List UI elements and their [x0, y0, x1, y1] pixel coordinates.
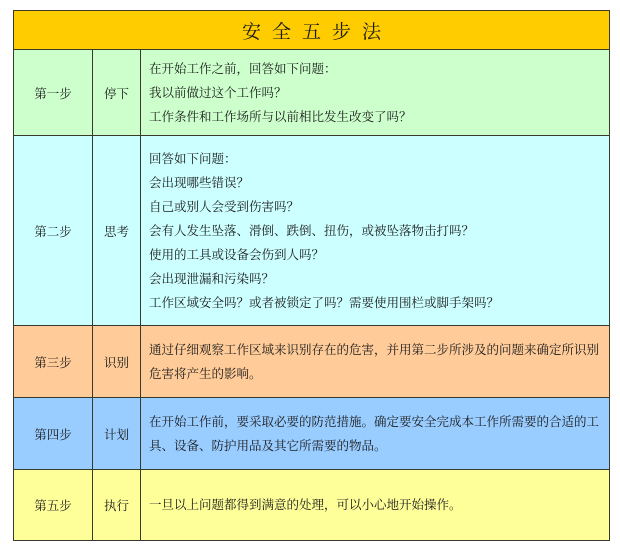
description-line: 我以前做过这个工作吗？ — [149, 84, 287, 100]
step-action: 思考 — [93, 136, 141, 325]
description-line: 工作条件和工作场所与以前相比发生改变了吗？ — [149, 108, 412, 124]
description-line: 会出现泄漏和污染吗？ — [149, 270, 275, 286]
description-line: 在开始工作前，要采取必要的防范措施。确定要安全完成本工作所需要的合适的工具、设备、防护用品及其它所需要的物品。 — [149, 413, 600, 453]
step-label: 第一步 — [14, 50, 93, 135]
table-title: 安全五步法 — [241, 20, 392, 43]
table-row-step-3 — [14, 326, 609, 398]
description-line: 使用的工具或设备会伤到人吗？ — [149, 246, 325, 262]
step-description — [141, 326, 609, 397]
step-description — [141, 398, 609, 469]
table-row-step-1 — [14, 50, 609, 136]
step-description — [141, 136, 609, 325]
description-line: 在开始工作之前，回答如下问题： — [149, 60, 337, 76]
step-action: 计划 — [93, 398, 141, 469]
description-line: 自己或别人会受到伤害吗？ — [149, 198, 300, 214]
step-description — [141, 470, 609, 540]
description-line: 工作区域安全吗？或者被锁定了吗？需要使用围栏或脚手架吗？ — [149, 294, 500, 310]
step-action: 执行 — [93, 470, 141, 540]
description-line: 一旦以上问题都得到满意的处理，可以小心地开始操作。 — [149, 497, 462, 512]
description-line: 通过仔细观察工作区域来识别存在的危害，并用第二步所涉及的问题来确定所识别危害将产生的影响。 — [149, 341, 600, 381]
step-label: 第四步 — [14, 398, 93, 469]
table-row-step-5 — [14, 470, 609, 540]
description-line: 会有人发生坠落、滑倒、跌倒、扭伤，或被坠落物击打吗？ — [149, 222, 475, 238]
step-action: 识别 — [93, 326, 141, 397]
step-label: 第三步 — [14, 326, 93, 397]
table-title-row — [14, 11, 609, 50]
description-line: 回答如下问题： — [149, 150, 237, 166]
step-label: 第二步 — [14, 136, 93, 325]
table-row-step-2 — [14, 136, 609, 326]
description-line: 会出现哪些错误？ — [149, 174, 250, 190]
step-description — [141, 50, 609, 135]
step-label: 第五步 — [14, 470, 93, 540]
step-action: 停下 — [93, 50, 141, 135]
table-row-step-4 — [14, 398, 609, 470]
safety-five-steps-table — [13, 10, 610, 541]
